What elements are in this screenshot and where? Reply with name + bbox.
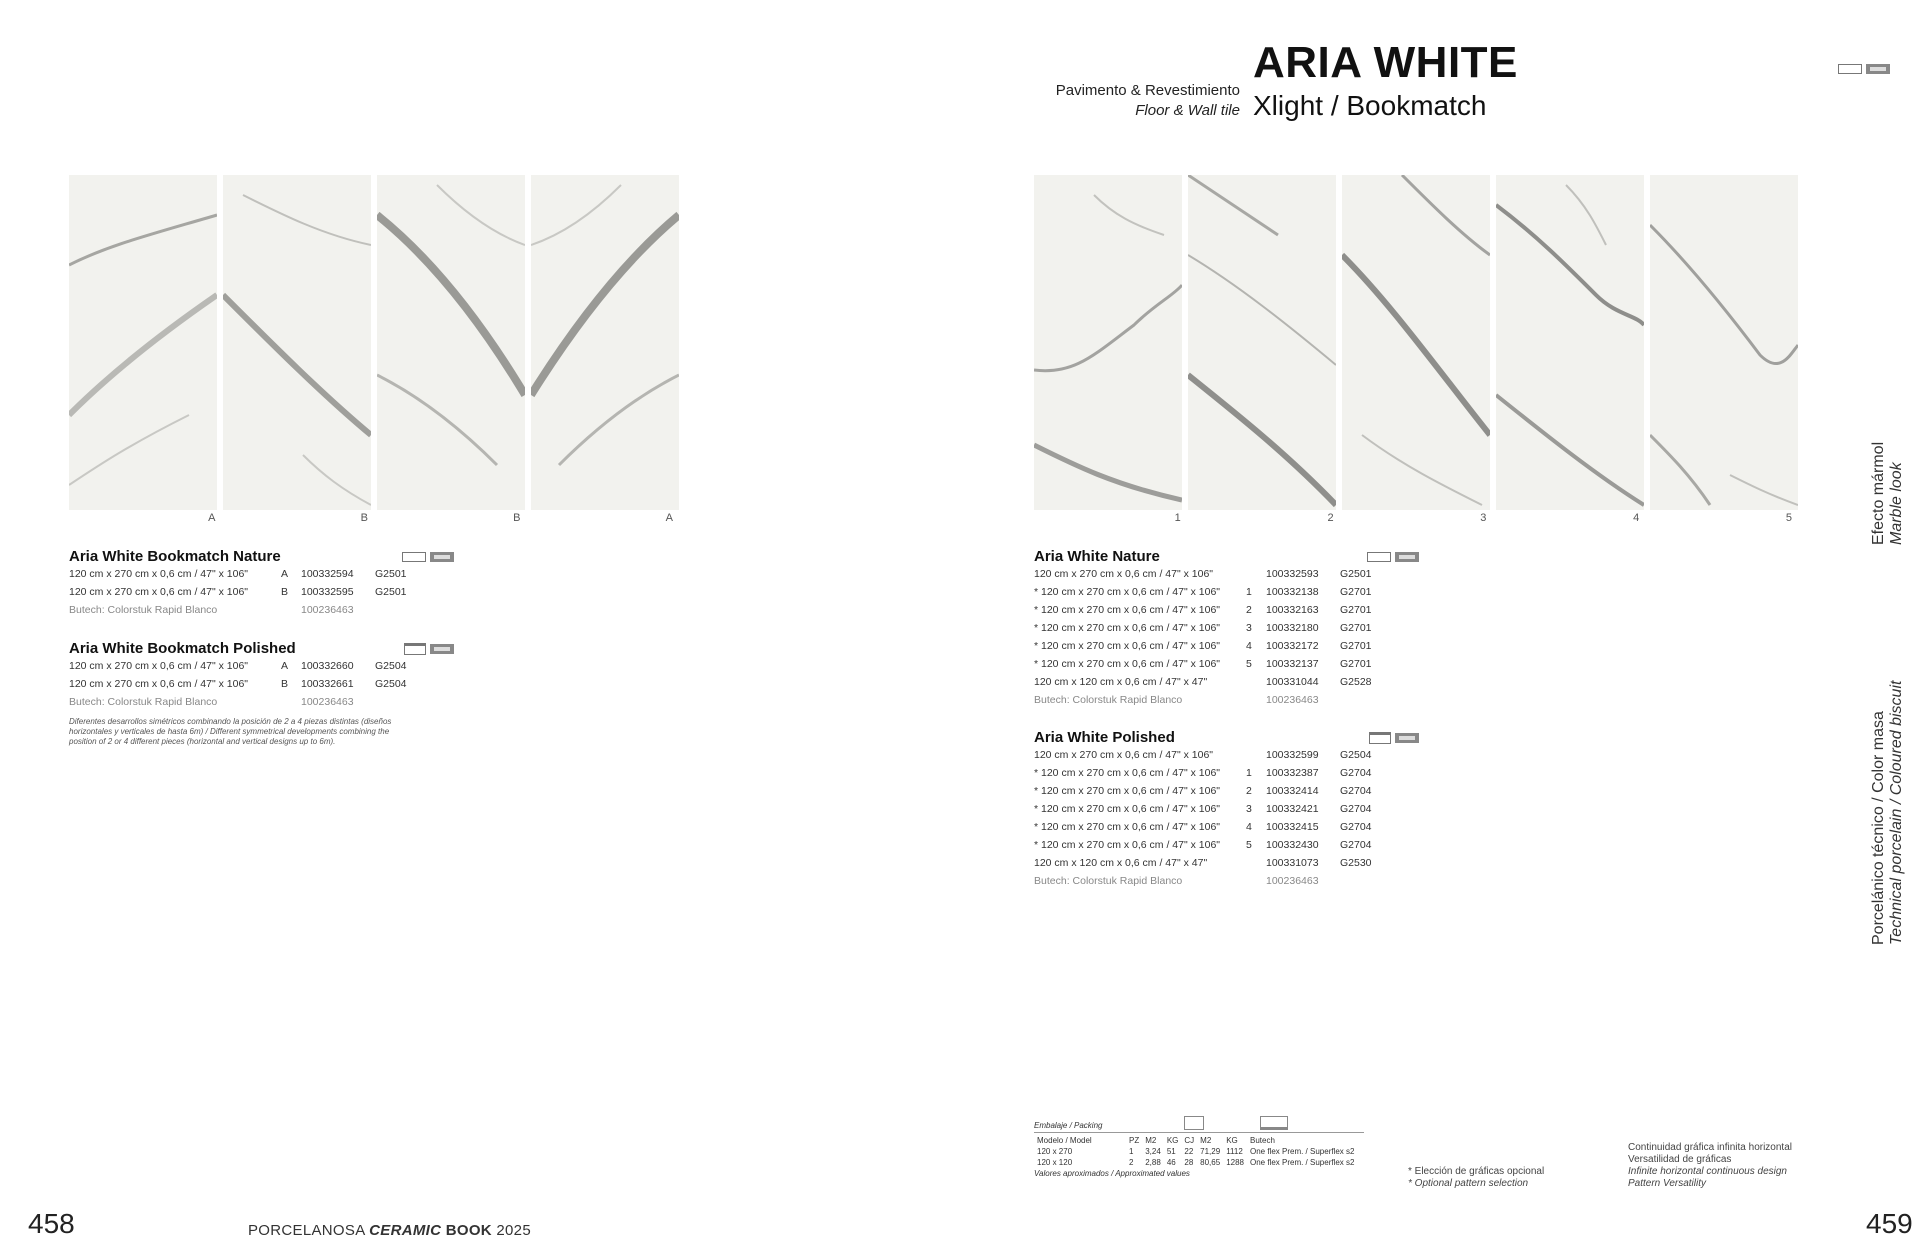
box-icon [1184, 1116, 1204, 1130]
marble-panel-3 [1342, 175, 1490, 510]
spec-row: 120 cm x 270 cm x 0,6 cm / 47" x 106" B 100332661 G2504 [69, 678, 407, 690]
finish-icon [1395, 552, 1419, 562]
polished-format-icon [1369, 732, 1391, 744]
product-icons [1369, 732, 1419, 744]
product-title: Aria White Nature [1034, 548, 1160, 565]
panel-label: A [208, 512, 216, 524]
spec-row: * 120 cm x 270 cm x 0,6 cm / 47" x 106" 3 100332421 G2704 [1034, 803, 1372, 815]
packing-row: 120 x 120 2 2,88 46 28 80,65 1288 One flex Prem. / Superflex s2 [1037, 1158, 1355, 1167]
tile-format-icon [1367, 552, 1391, 562]
panel-label: A [665, 512, 673, 524]
packing-label: Embalaje / Packing [1034, 1121, 1103, 1130]
product-aria-polished [1034, 729, 1419, 890]
marble-panel-a [69, 175, 217, 510]
approx-values-note: Valores aproximados / Approximated values [1034, 1169, 1190, 1178]
page-number-left: 458 [28, 1208, 75, 1239]
bookmatch-panel-labels [69, 512, 679, 524]
product-icons [404, 643, 454, 655]
packing-table [1034, 1116, 1374, 1178]
spec-row: * 120 cm x 270 cm x 0,6 cm / 47" x 106" 1 100332387 G2704 [1034, 767, 1372, 779]
spec-row: * 120 cm x 270 cm x 0,6 cm / 47" x 106" 3 100332180 G2701 [1034, 622, 1372, 634]
packing-row: 120 x 270 1 3,24 51 22 71,29 1112 One flex Prem. / Superflex s2 [1037, 1147, 1355, 1156]
finish-icon [430, 552, 454, 562]
marble-panel-2 [1188, 175, 1336, 510]
category-english: Floor & Wall tile [1135, 102, 1240, 119]
spec-row: 120 cm x 120 cm x 0,6 cm / 47" x 47" 100331044 G2528 [1034, 676, 1372, 688]
marble-panel-4 [1496, 175, 1644, 510]
packing-header-row: Modelo / Model PZ M2 KG CJ M2 KG Butech [1037, 1136, 1275, 1145]
marble-panel-b-mirror [377, 175, 525, 510]
finish-icon [1395, 733, 1419, 743]
marble-panel-5 [1650, 175, 1798, 510]
product-icons [1367, 552, 1419, 562]
product-icons [402, 552, 454, 562]
panel-label: 3 [1480, 512, 1487, 524]
features-footnote: Continuidad gráfica infinita horizontal Versatilidad de gráficas Infinite horizontal continuous design Pattern Versatility [1628, 1142, 1792, 1189]
spec-row: 120 cm x 270 cm x 0,6 cm / 47" x 106" 100332593 G2501 [1034, 568, 1372, 580]
finish-icon [1866, 64, 1890, 74]
spec-row: 120 cm x 270 cm x 0,6 cm / 47" x 106" B 100332595 G2501 [69, 586, 407, 598]
product-title: Aria White Bookmatch Polished [69, 640, 296, 657]
bookmatch-panels [69, 175, 679, 510]
spec-row: 120 cm x 270 cm x 0,6 cm / 47" x 106" A 100332594 G2501 [69, 568, 407, 580]
panel-label: 5 [1785, 512, 1792, 524]
spec-row: * 120 cm x 270 cm x 0,6 cm / 47" x 106" 5 100332430 G2704 [1034, 839, 1372, 851]
category-spanish: Pavimento & Revestimiento [1055, 82, 1240, 99]
page-number-right: 459 [1866, 1208, 1913, 1239]
product-bookmatch-polished [69, 640, 454, 747]
product-title: Aria White Polished [1034, 729, 1175, 746]
header-icons [1838, 64, 1890, 74]
marble-panel-b [223, 175, 371, 510]
page-subtitle: Xlight / Bookmatch [1253, 90, 1487, 121]
marble-panel-1 [1034, 175, 1182, 510]
butech-row: Butech: Colorstuk Rapid Blanco 100236463 [1034, 694, 1319, 706]
bookmatch-note: Diferentes desarrollos simétricos combinando la posición de 2 a 4 piezas distintas (diseños horizontales y verticales de hasta 6m) / Different symmetrical developments combining the position of 2 or 4 different pieces (horizontal and vertical designs up to 6m). [69, 717, 392, 746]
product-bookmatch-nature [69, 548, 454, 619]
marble-panel-a-mirror [531, 175, 679, 510]
panel-label: B [360, 512, 368, 524]
butech-row: Butech: Colorstuk Rapid Blanco 100236463 [69, 604, 354, 616]
spec-row: 120 cm x 270 cm x 0,6 cm / 47" x 106" A 100332660 G2504 [69, 660, 407, 672]
pallet-icon [1260, 1116, 1288, 1130]
spec-row: * 120 cm x 270 cm x 0,6 cm / 47" x 106" 4 100332172 G2701 [1034, 640, 1372, 652]
spec-row: * 120 cm x 270 cm x 0,6 cm / 47" x 106" 5 100332137 G2701 [1034, 658, 1372, 670]
brand-footer: PORCELANOSA CERAMIC BOOK 2025 [248, 1222, 531, 1239]
butech-row: Butech: Colorstuk Rapid Blanco 100236463 [1034, 875, 1319, 887]
spec-row: 120 cm x 120 cm x 0,6 cm / 47" x 47" 100331073 G2530 [1034, 857, 1372, 869]
spec-row: * 120 cm x 270 cm x 0,6 cm / 47" x 106" 4 100332415 G2704 [1034, 821, 1372, 833]
spec-row: * 120 cm x 270 cm x 0,6 cm / 47" x 106" 2 100332414 G2704 [1034, 785, 1372, 797]
panel-label: 4 [1633, 512, 1640, 524]
spec-row: 120 cm x 270 cm x 0,6 cm / 47" x 106" 100332599 G2504 [1034, 749, 1372, 761]
product-aria-nature [1034, 548, 1419, 709]
side-technical-label: Porcelánico técnico / Color masa Technical porcelain / Coloured biscuit [1870, 680, 1905, 945]
side-marble-label: Efecto mármol Marble look [1870, 441, 1905, 545]
pattern-footnote: * Elección de gráficas opcional * Optional pattern selection [1408, 1166, 1545, 1189]
panel-label: 2 [1327, 512, 1334, 524]
finish-icon [430, 644, 454, 654]
spec-row: * 120 cm x 270 cm x 0,6 cm / 47" x 106" 2 100332163 G2701 [1034, 604, 1372, 616]
xlight-panel-labels [1034, 512, 1798, 524]
butech-row: Butech: Colorstuk Rapid Blanco 100236463 [69, 696, 354, 708]
panel-label: B [513, 512, 521, 524]
spec-row: * 120 cm x 270 cm x 0,6 cm / 47" x 106" 1 100332138 G2701 [1034, 586, 1372, 598]
page-title: ARIA WHITE [1253, 38, 1518, 87]
panel-label: 1 [1174, 512, 1181, 524]
tile-format-icon [1838, 64, 1862, 74]
tile-format-icon [402, 552, 426, 562]
product-title: Aria White Bookmatch Nature [69, 548, 281, 565]
xlight-panels [1034, 175, 1798, 510]
polished-format-icon [404, 643, 426, 655]
